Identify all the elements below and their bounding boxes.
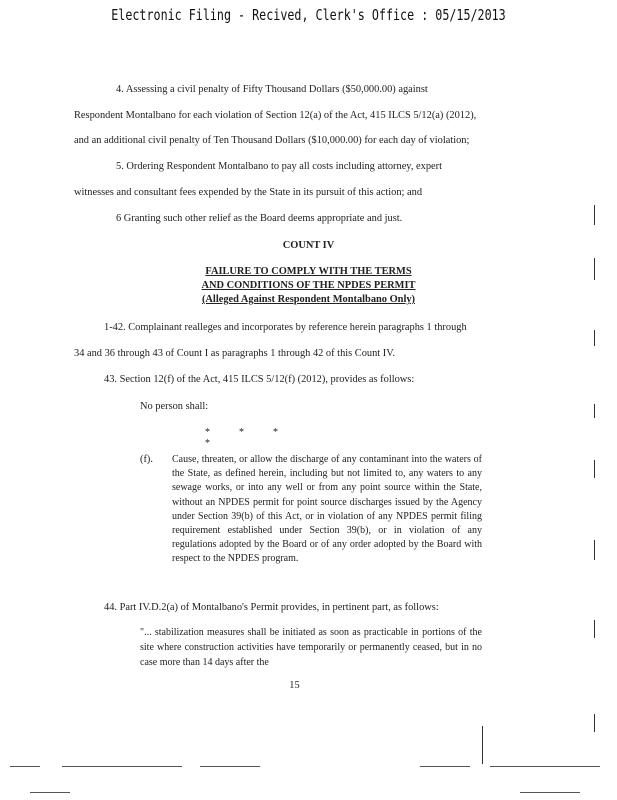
permit-quote: "... stabilization measures shall be initiated as soon as practicable in portions of the site where construction activities have temporarily or permanently ceased, but in no case more than 14 days after the	[140, 627, 482, 668]
paragraph-5-line-2: witnesses and consultant fees expended by the State in its pursuit of this action; and	[74, 187, 423, 198]
scan-bottom-rule	[30, 792, 70, 793]
ellipsis-stars	[205, 427, 325, 449]
count-heading-line-3: (Alleged Against Respondent Montalbano Only)	[201, 294, 416, 305]
scan-bottom-rule	[420, 766, 470, 767]
scan-margin-mark	[594, 714, 595, 732]
scan-margin-mark	[594, 330, 595, 346]
paragraph-4-line-1: 4. Assessing a civil penalty of Fifty Thousand Dollars ($50,000.00) against	[116, 84, 428, 95]
scan-margin-mark	[594, 205, 595, 225]
star: *	[205, 438, 210, 449]
paragraph-4-line-3: and an additional civil penalty of Ten Thousand Dollars ($10,000.00) for each day of violation;	[74, 135, 470, 146]
paragraph-5-line-1: 5. Ordering Respondent Montalbano to pay all costs including attorney, expert	[116, 161, 442, 172]
star: *	[239, 427, 244, 438]
scan-margin-mark	[594, 540, 595, 560]
scan-bottom-rule	[490, 766, 600, 767]
scan-margin-mark	[594, 258, 595, 280]
scan-margin-mark	[594, 460, 595, 478]
paragraph-4-line-2: Respondent Montalbano for each violation of Section 12(a) of the Act, 415 ILCS 5/12(a) (2012),	[74, 110, 477, 121]
star: *	[273, 427, 278, 438]
scan-margin-mark	[482, 726, 483, 764]
count-heading-line-2: AND CONDITIONS OF THE NPDES PERMIT	[201, 280, 416, 291]
scan-bottom-rule	[200, 766, 260, 767]
scan-margin-mark	[594, 404, 595, 418]
scan-margin-mark	[594, 620, 595, 638]
paragraph-44-line-1: 44. Part IV.D.2(a) of Montalbano's Permit provides, in pertinent part, as follows:	[104, 602, 439, 613]
scan-bottom-rule	[520, 792, 580, 793]
paragraph-1-42-line-1: 1-42. Complainant realleges and incorporates by reference herein paragraphs 1 through	[104, 322, 467, 333]
quote-label: (f).	[140, 454, 153, 465]
filing-stamp-header: Electronic Filing - Recived, Clerk's Office : 05/15/2013	[111, 6, 506, 24]
paragraph-1-42-line-2: 34 and 36 through 43 of Count I as paragraphs 1 through 42 of this Count IV.	[74, 348, 396, 359]
count-title: COUNT IV	[282, 240, 335, 251]
no-person-shall: No person shall:	[140, 401, 209, 412]
paragraph-43-line-1: 43. Section 12(f) of the Act, 415 ILCS 5/12(f) (2012), provides as follows:	[104, 374, 415, 385]
scan-bottom-rule	[62, 766, 182, 767]
star: *	[205, 427, 210, 438]
scan-bottom-rule	[10, 766, 40, 767]
count-heading-line-1: FAILURE TO COMPLY WITH THE TERMS	[205, 266, 412, 277]
paragraph-6-line-1: 6 Granting such other relief as the Board deems appropriate and just.	[116, 213, 403, 224]
page-number: 15	[289, 680, 300, 691]
statute-quote: Cause, threaten, or allow the discharge of any contaminant into the waters of the State, as defined herein, including but not limited to, any waters to any sewage works, or into any well or from any point source within the State, without an NPDES permit for point source discharges issued by the Agency under Section 39(b) of this Act, or in violation of any NPDES permit filing requirement established under Section 39(b), or in violation of any regulations adopted by the Board or of any order adopted by the Board with respect to the NPDES program.	[172, 454, 482, 565]
